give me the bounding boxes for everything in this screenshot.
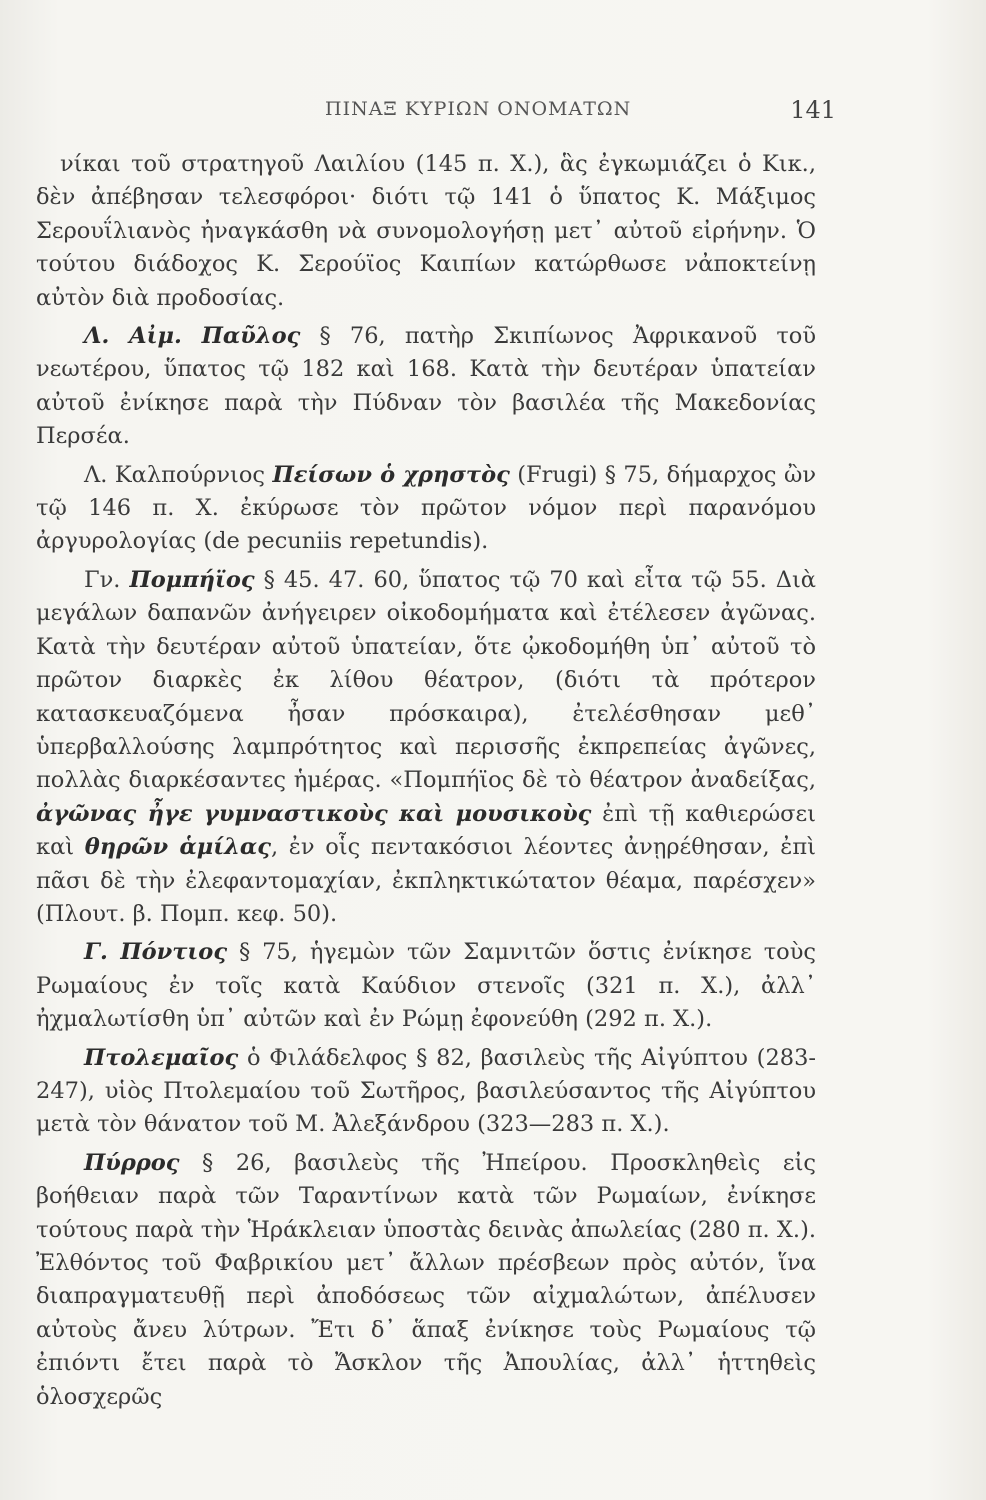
entry-lailios-continuation: νίκαι τοῦ στρατηγοῦ Λαιλίου (145 π. Χ.), ἃς ἐγκωμιάζει ὁ Κικ., δὲν ἀπέβησαν τελεσφόροι· διότι τῷ 141 ὁ ὕπατος Κ. Μάξιμος Σερουΐλιανὸς ἠναγκάσθη νὰ συνομολογήσῃ μετ᾽ αὐτοῦ εἰρήνην. Ὁ τούτου διάδοχος Κ. Σερούϊος Καιπίων κατώρθωσε νἀποκτείνῃ αὐτὸν διὰ προδοσίας.	[36, 151, 816, 311]
entry-pompeios: Γν. Πομπήϊος § 45. 47. 60, ὕπατος τῷ 70 καὶ εἶτα τῷ 55. Διὰ μεγάλων δαπανῶν ἀνήγειρεν οἰκοδομήματα καὶ ἐτέλεσεν ἀγῶνας. Κατὰ τὴν δευτέραν αὐτοῦ ὑπατείαν, ὅτε ᾠκοδομήθη ὑπ᾽ αὐτοῦ τὸ πρῶτον διαρκὲς ἐκ λίθου θέατρον, (διότι τὰ πρότερον κατασκευαζόμενα ἦσαν πρόσκαιρα), ἐτελέσθησαν μεθ᾽ ὑπερβαλλούσης λαμπρότητος καὶ περισσῆς ἐκπρεπείας ἀγῶνες, πολλὰς διαρκέσαντες ἡμέρας. «Πομπήϊος δὲ τὸ θέατρον ἀναδείξας, ἀγῶνας ἦγε γυμναστικοὺς καὶ μουσικοὺς ἐπὶ τῇ καθιερώσει καὶ θηρῶν ἁμίλας, ἐν οἷς πεντακόσιοι λέοντες ἀνῃρέθησαν, ἐπὶ πᾶσι δὲ τὴν ἐλεφαντομαχίαν, ἐκπληκτικώτατον θέαμα, παρέσχεν» (Πλουτ. β. Πομπ. κεφ. 50).	[36, 566, 816, 927]
entry-ptolemaios: Πτολεμαῖος ὁ Φιλάδελφος § 82, βασιλεὺς τῆς Αἰγύπτου (283-247), υἱὸς Πτολεμαίου τοῦ Σωτῆρος, βασιλεύσαντος τῆς Αἰγύπτου μετὰ τὸν θάνατον τοῦ Μ. Ἀλεξάνδρου (323—283 π. Χ.).	[36, 1044, 816, 1138]
entry-paulos: Λ. Αἰμ. Παῦλος § 76, πατὴρ Σκιπίωνος Ἀφρικανοῦ τοῦ νεωτέρου, ὕπατος τῷ 182 καὶ 168. Κατὰ τὴν δευτέραν ὑπατείαν αὐτοῦ ἐνίκησε παρὰ τὴν Πύδναν τὸν βασιλέα τῆς Μακεδονίας Περσέα.	[36, 323, 816, 450]
entry-name: Πύρρος	[84, 1149, 180, 1176]
entry-name: Πείσων ὁ χρηστὸς	[272, 461, 510, 488]
entry-pyrros: Πύρρος § 26, βασιλεὺς τῆς Ἠπείρου. Προσκληθεὶς εἰς βοήθειαν παρὰ τῶν Ταραντίνων κατὰ τῶν Ρωμαίων, ἐνίκησε τούτους παρὰ τὴν Ἡράκλειαν ὑποστὰς δεινὰς ἀπωλείας (280 π. Χ.). Ἐλθόντος τοῦ Φαβρικίου μετ᾽ ἄλλων πρέσβεων πρὸς αὐτόν, ἵνα διαπραγματευθῇ περὶ ἀποδόσεως τῶν αἰχμαλώτων, ἀπέλυσεν αὐτοὺς ἄνευ λύτρων. Ἔτι δ᾽ ἅπαξ ἐνίκησε τοὺς Ρωμαίους τῷ ἐπιόντι ἔτει παρὰ τὸ Ἄσκλον τῆς Ἀπουλίας, ἀλλ᾽ ἡττηθεὶς ὁλοσχερῶς	[36, 1149, 816, 1410]
page-number: 141	[790, 96, 836, 124]
entry-prefix: Λ. Καλπούρνιος	[84, 461, 273, 488]
running-title: ΠΙΝΑΞ ΚΥΡΙΩΝ ΟΝΟΜΑΤΩΝ	[325, 98, 632, 120]
entry-pontios: Γ. Πόντιος § 75, ἡγεμὼν τῶν Σαμνιτῶν ὅστις ἐνίκησε τοὺς Ρωμαίους ἐν τοῖς κατὰ Καύδιον στενοῖς (321 π. Χ.), ἀλλ᾽ ἠχμαλωτίσθη ὑπ᾽ αὐτῶν καὶ ἐν Ρώμῃ ἐφονεύθη (292 π. Χ.).	[36, 939, 816, 1033]
entry-name: Πόντιος	[120, 939, 228, 966]
emphasis-quote: ἀγῶνας ἦγε γυμναστικοὺς καὶ μουσικοὺς	[36, 800, 592, 827]
emphasis-quote: θηρῶν ἁμίλας	[84, 834, 271, 861]
entry-prefix: Γν.	[84, 566, 130, 593]
entry-name: Παῦλος	[201, 323, 301, 350]
entry-name: Πομπήϊος	[129, 566, 255, 593]
entry-name: Πτολεμαῖος	[84, 1044, 239, 1071]
index-text	[36, 148, 816, 1414]
entry-prefix: Λ. Αἰμ.	[84, 323, 202, 350]
entry-prefix: Γ.	[84, 939, 121, 966]
page-header	[40, 98, 946, 130]
entry-peison: Λ. Καλπούρνιος Πείσων ὁ χρηστὸς (Frugi) § 75, δήμαρχος ὢν τῷ 146 π. Χ. ἐκύρωσε τὸν πρῶτον νόμον περὶ παρανόμου ἀργυρολογίας (de pecuniis repetundis).	[36, 461, 817, 555]
